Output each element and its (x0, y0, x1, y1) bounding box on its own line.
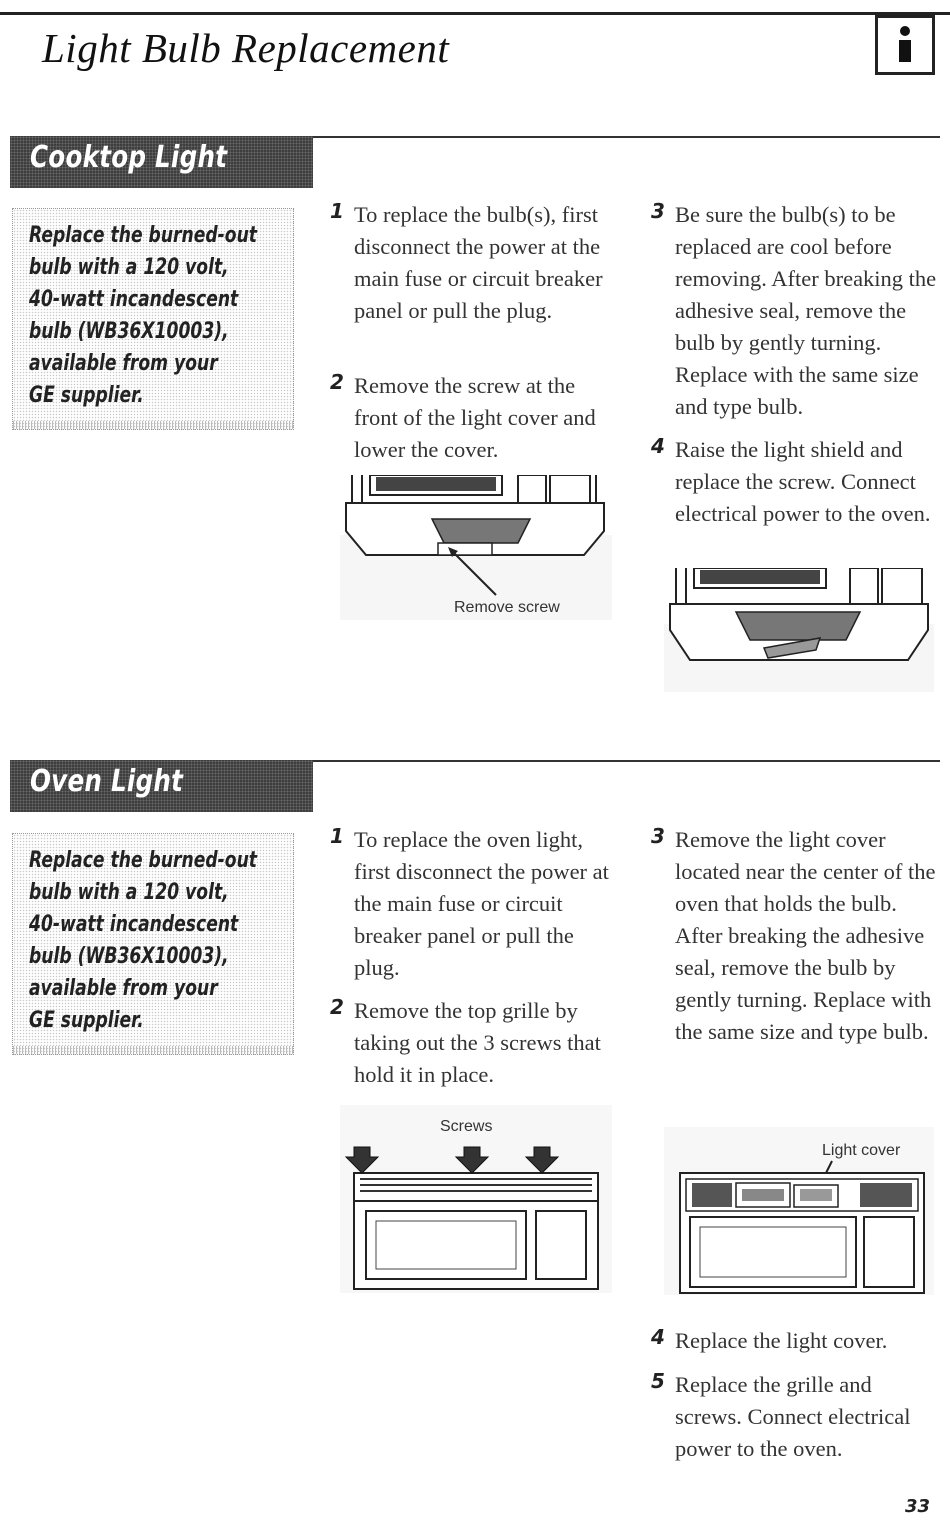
oven-heading-banner (10, 760, 313, 812)
light-cover-label: Light cover (822, 1142, 901, 1159)
cooktop-tip-box (12, 208, 294, 430)
step-text: Be sure the bulb(s) to be replaced are cool before removing. After breaking the adhesive seal, remove the bulb by gently turning. Replace with the same size and type bulb. (675, 202, 937, 419)
tip-line: Replace the burned-out (29, 848, 257, 873)
step-number: 2 (330, 370, 344, 394)
tip-line: bulb (WB36X10003), (29, 319, 229, 344)
step-number: 1 (330, 199, 344, 223)
screws-illustration (340, 1105, 612, 1293)
step-number: 5 (651, 1369, 665, 1393)
step-text: To replace the bulb(s), first disconnect the power at the main fuse or circuit breaker panel or pull the plug. (354, 202, 603, 323)
tip-line: 40-watt incandescent (29, 912, 239, 937)
step-text: Remove the top grille by taking out the 3 screws that hold it in place. (354, 998, 601, 1087)
tip-line: GE supplier. (29, 383, 144, 408)
tip-line: Replace the burned-out (29, 223, 257, 248)
oven-tip-box (12, 833, 294, 1055)
tip-line: bulb with a 120 volt, (29, 255, 229, 280)
step-text: Remove the light cover located near the center of the oven that holds the bulb. After breaking the adhesive seal, remove the bulb by gently turning. Replace with the same size and type bulb. (675, 827, 936, 1044)
page-title: Light Bulb Replacement (42, 25, 450, 71)
tip-line: bulb (WB36X10003), (29, 944, 229, 969)
step-text: Raise the light shield and replace the screw. Connect electrical power to the oven. (675, 437, 931, 526)
tip-line: available from your (29, 351, 218, 376)
step-number: 3 (651, 824, 665, 848)
tip-line: available from your (29, 976, 218, 1001)
step-text: To replace the oven light, first disconnect the power at the main fuse or circuit breaker panel or pull the plug. (354, 827, 609, 980)
page-number: 33 (905, 1496, 931, 1517)
top-rule (0, 12, 950, 15)
cooktop-heading-banner (10, 136, 313, 188)
tip-line: 40-watt incandescent (29, 287, 239, 312)
light-shield-illustration (664, 568, 934, 692)
step-number: 3 (651, 199, 665, 223)
step-text: Remove the screw at the front of the light cover and lower the cover. (354, 373, 596, 462)
step-number: 4 (651, 434, 665, 458)
light-cover-illustration (664, 1127, 934, 1295)
remove-screw-label: Remove screw (454, 599, 560, 616)
screws-label: Screws (440, 1118, 493, 1135)
remove-screw-illustration (340, 475, 612, 620)
step-text: Replace the light cover. (675, 1328, 888, 1353)
oven-heading: Oven Light (30, 764, 184, 799)
step-number: 4 (651, 1325, 665, 1349)
step-text: Replace the grille and screws. Connect electrical power to the oven. (675, 1372, 911, 1461)
step-number: 1 (330, 824, 344, 848)
cooktop-heading: Cooktop Light (30, 140, 228, 175)
tip-line: bulb with a 120 volt, (29, 880, 229, 905)
tip-line: GE supplier. (29, 1008, 144, 1033)
step-number: 2 (330, 995, 344, 1019)
info-icon (875, 15, 935, 75)
